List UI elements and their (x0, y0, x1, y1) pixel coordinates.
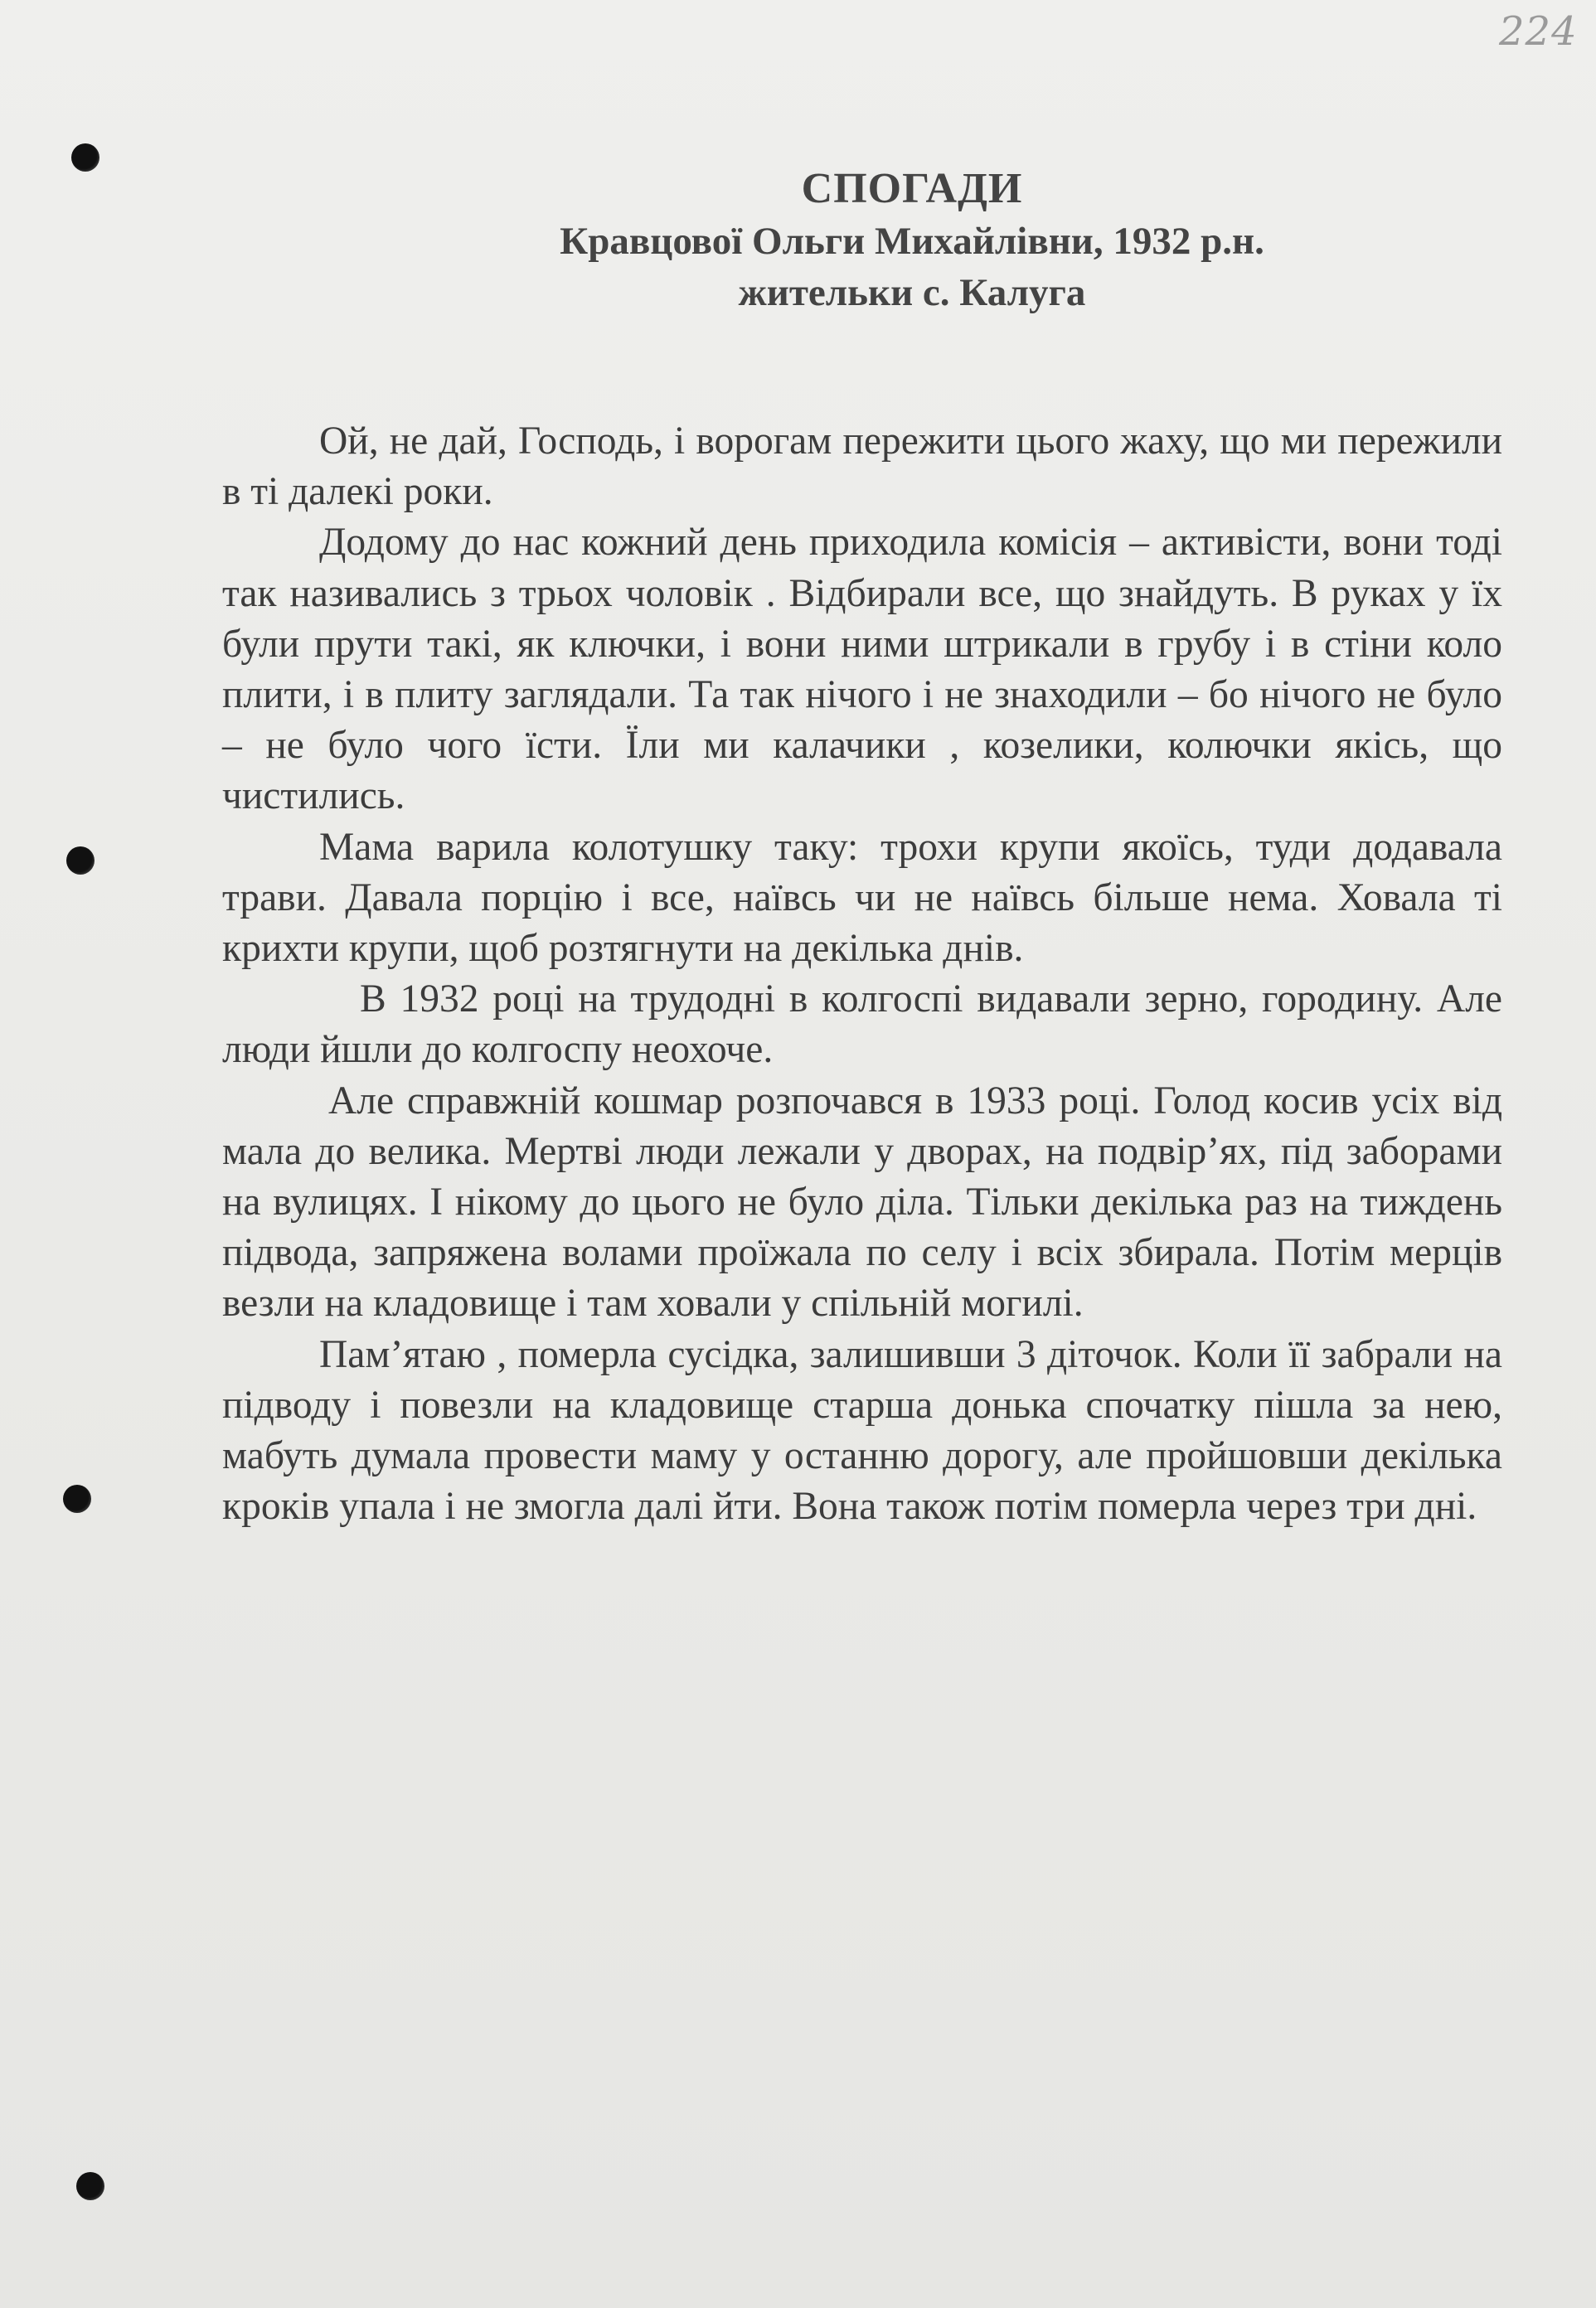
document-subtitle: Кравцової Ольги Михайлівни, 1932 р.н. (560, 220, 1264, 263)
page-number: 224 (1499, 8, 1578, 55)
paragraph: Але справжній кошмар розпочався в 1933 році. Голод косив усіх від мала до велика. Мертві люди лежали у дворах, на подвір’ях, під заборами на вулицях. І нікому до цього не було діла. Тільки декілька раз на тиждень підвода, запряжена волами проїжала по селу і всіх збирала. Потім мерців везли на кладовище і там ховали у спільній могилі. (222, 1079, 1502, 1326)
document-title: СПОГАДИ (801, 165, 1023, 212)
paragraph: В 1932 році на трудодні в колгоспі видавали зерно, городину. Але люди йшли до колгоспу неохоче. (222, 977, 1502, 1072)
punch-hole (66, 846, 95, 875)
paragraph: Мама варила колотушку таку: трохи крупи якоїсь, туди додавала трави. Давала порцію і все, наївсь чи не наївсь більше нема. Ховала ті крихти крупи, щоб розтягнути на декілька днів. (222, 825, 1502, 971)
punch-hole (63, 1485, 91, 1513)
paragraph: Ой, не дай, Господь, і ворогам пережити цього жаху, що ми пережили в ті далекі роки. (222, 419, 1502, 514)
paragraph: Додому до нас кожний день приходила комісія – активісти, вони тоді так називались з трьох чоловік . Відбирали все, що знайдуть. В руках у їх були прути такі, як ключки, і вони ними штрикали в грубу і в стіни коло плити, і в плиту заглядали. Та так нічого і не знаходили – бо нічого не було – не було чого їсти. Їли ми калачики , козелики, колючки якісь, що чистились. (222, 521, 1502, 818)
document-place: жительки с. Калуга (738, 271, 1086, 314)
paragraph: Пам’ятаю , померла сусідка, залишивши 3 діточок. Коли її забрали на підводу і повезли на кладовище старша донька спочатку пішла за нею, мабуть думала провести маму у останню дорогу, але пройшовши декілька кроків упала і не змогла далі йти. Вона також потім померла через три дні. (222, 1332, 1502, 1529)
punch-hole (71, 143, 99, 172)
punch-hole (76, 2172, 104, 2200)
memoir-text (222, 416, 1502, 1532)
